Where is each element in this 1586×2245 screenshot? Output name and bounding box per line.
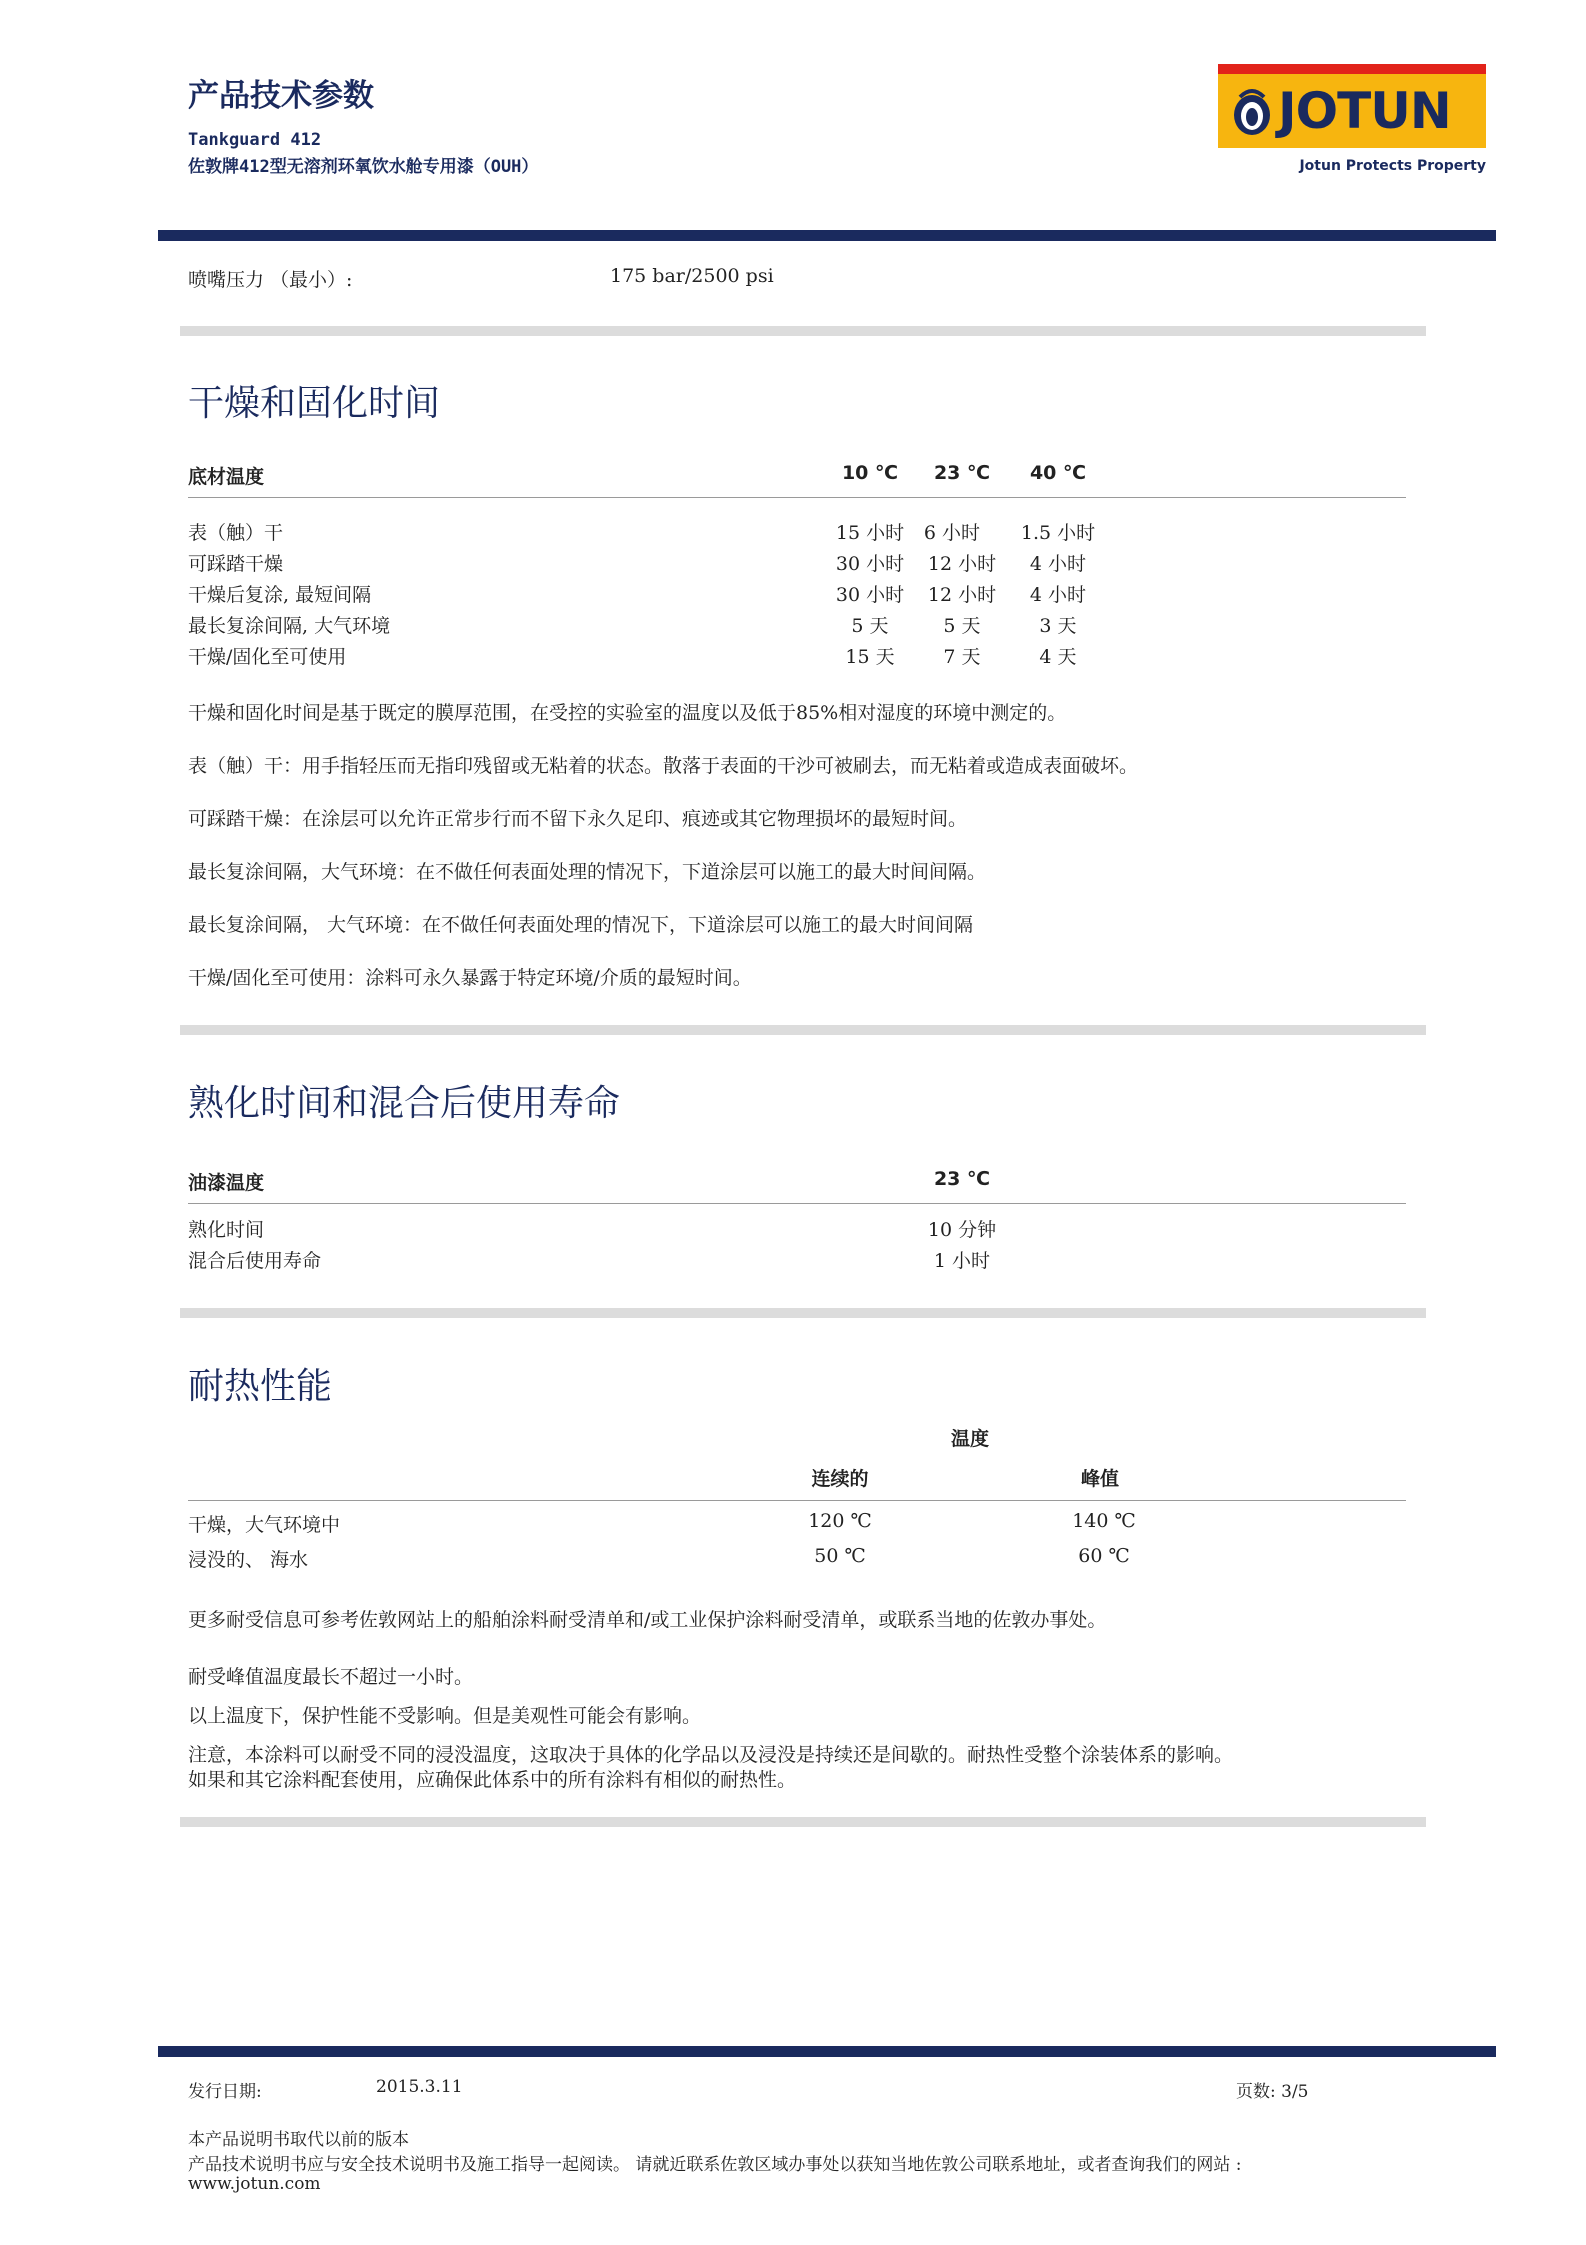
website-link[interactable]: www.jotun.com: [188, 2174, 321, 2194]
nozzle-pressure-value: 175 bar/2500 psi: [610, 265, 774, 287]
heat-note: 如果和其它涂料配套使用，应确保此体系中的所有涂料有相似的耐热性。: [188, 1769, 797, 1791]
temp-col-23: 23 ℃: [933, 462, 991, 484]
section-divider: [180, 1308, 1426, 1318]
table-cell: 140 ℃: [1072, 1510, 1136, 1532]
drying-note: 表（触）干：用手指轻压而无指印残留或无粘着的状态。散落于表面的干沙可被刷去，而无粘着或造成表面破坏。: [188, 755, 1139, 777]
header-divider: [158, 230, 1496, 241]
table-cell: 50 ℃: [814, 1545, 866, 1567]
table-cell: 3 天: [1039, 615, 1077, 637]
footer-line: 本产品说明书取代以前的版本: [188, 2130, 409, 2150]
temperature-group-header: 温度: [950, 1428, 989, 1450]
drying-note: 最长复涂间隔， 大气环境：在不做任何表面处理的情况下，下道涂层可以施工的最大时间间隔: [188, 914, 974, 936]
page-title: 产品技术参数: [188, 78, 374, 114]
drying-section-heading: 干燥和固化时间: [188, 383, 441, 424]
section-divider: [180, 1025, 1426, 1035]
footer-line: 产品技术说明书应与安全技术说明书及施工指导一起阅读。 请就近联系佐敦区域办事处以获知当地佐敦公司联系地址，或者查询我们的网站 :: [188, 2155, 1242, 2175]
table-row-label: 熟化时间: [188, 1219, 265, 1241]
table-cell: 1.5 小时: [1020, 522, 1096, 544]
table-cell: 4 小时: [1029, 584, 1087, 606]
logo-yellow-box: [1218, 74, 1486, 148]
table-cell: 1 小时: [933, 1250, 991, 1272]
issue-date-label: 发行日期:: [188, 2082, 262, 2102]
table-row-label: 可踩踏干燥: [188, 553, 284, 575]
table-row-label: 干燥，大气环境中: [188, 1514, 341, 1536]
pot-life-section-heading: 熟化时间和混合后使用寿命: [188, 1083, 621, 1124]
jotun-logo: [1218, 64, 1486, 174]
page-number: 页数: 3/5: [1236, 2082, 1309, 2102]
section-divider: [180, 1817, 1426, 1827]
temp-col-40: 40 ℃: [1029, 462, 1087, 484]
table-cell: 30 小时: [835, 553, 905, 575]
table-rule: [188, 1203, 1406, 1204]
heat-note: 耐受峰值温度最长不超过一小时。: [188, 1666, 474, 1688]
heat-note: 更多耐受信息可参考佐敦网站上的船舶涂料耐受清单和/或工业保护涂料耐受清单，或联系当地的佐敦办事处。: [188, 1609, 1107, 1631]
logo-red-stripe: [1218, 64, 1486, 74]
table-cell: 4 小时: [1029, 553, 1087, 575]
footer-divider: [158, 2046, 1496, 2057]
table-row-label: 混合后使用寿命: [188, 1250, 322, 1272]
table-cell: 7 天: [943, 646, 981, 668]
table-cell: 4 天: [1039, 646, 1077, 668]
table-cell: 10 分钟: [927, 1219, 997, 1241]
logo-tagline: Jotun Protects Property: [1299, 158, 1486, 174]
table-cell: 5 天: [943, 615, 981, 637]
whale-emblem-icon: [1230, 85, 1274, 137]
table-cell: 15 小时: [835, 522, 905, 544]
substrate-temp-header: 底材温度: [188, 466, 265, 488]
product-name-en: Tankguard 412: [188, 130, 322, 150]
table-row-label: 表（触）干: [188, 522, 284, 544]
table-cell: 60 ℃: [1078, 1545, 1130, 1567]
table-row-label: 浸没的、 海水: [188, 1549, 309, 1571]
table-cell: 120 ℃: [808, 1510, 872, 1532]
peak-col-header: 峰值: [1080, 1468, 1119, 1490]
table-cell: 12 小时: [927, 553, 997, 575]
logo-wordmark: JOTUN: [1278, 82, 1451, 140]
table-row-label: 干燥后复涂, 最短间隔: [188, 584, 372, 606]
table-cell: 15 天: [845, 646, 895, 668]
continuous-col-header: 连续的: [811, 1468, 869, 1490]
temp-col-10: 10 ℃: [841, 462, 899, 484]
table-row-label: 最长复涂间隔, 大气环境: [188, 615, 391, 637]
nozzle-pressure-label: 喷嘴压力 （最小）:: [188, 269, 353, 291]
drying-note: 可踩踏干燥：在涂层可以允许正常步行而不留下永久足印、痕迹或其它物理损坏的最短时间。: [188, 808, 968, 830]
heat-note: 以上温度下，保护性能不受影响。但是美观性可能会有影响。: [188, 1705, 702, 1727]
heat-note: 注意，本涂料可以耐受不同的浸没温度，这取决于具体的化学品以及浸没是持续还是间歇的。耐热性受整个涂装体系的影响。: [188, 1744, 1234, 1766]
section-divider: [180, 326, 1426, 336]
heat-resistance-heading: 耐热性能: [188, 1366, 333, 1407]
drying-note: 干燥/固化至可使用：涂料可永久暴露于特定环境/介质的最短时间。: [188, 967, 752, 989]
paint-temp-header: 油漆温度: [188, 1172, 265, 1194]
temp-col-23: 23 ℃: [933, 1168, 991, 1190]
table-rule: [188, 1500, 1406, 1501]
issue-date-value: 2015.3.11: [376, 2077, 463, 2097]
table-cell: 12 小时: [927, 584, 997, 606]
product-name-cn: 佐敦牌412型无溶剂环氧饮水舱专用漆（OUH）: [188, 157, 539, 177]
table-rule: [188, 497, 1406, 498]
table-cell: 6 小时: [923, 522, 981, 544]
table-row-label: 干燥/固化至可使用: [188, 646, 347, 668]
drying-note: 干燥和固化时间是基于既定的膜厚范围，在受控的实验室的温度以及低于85%相对湿度的环境中测定的。: [188, 702, 1067, 724]
table-cell: 5 天: [851, 615, 889, 637]
table-cell: 30 小时: [835, 584, 905, 606]
drying-note: 最长复涂间隔，大气环境：在不做任何表面处理的情况下，下道涂层可以施工的最大时间间隔。: [188, 861, 987, 883]
